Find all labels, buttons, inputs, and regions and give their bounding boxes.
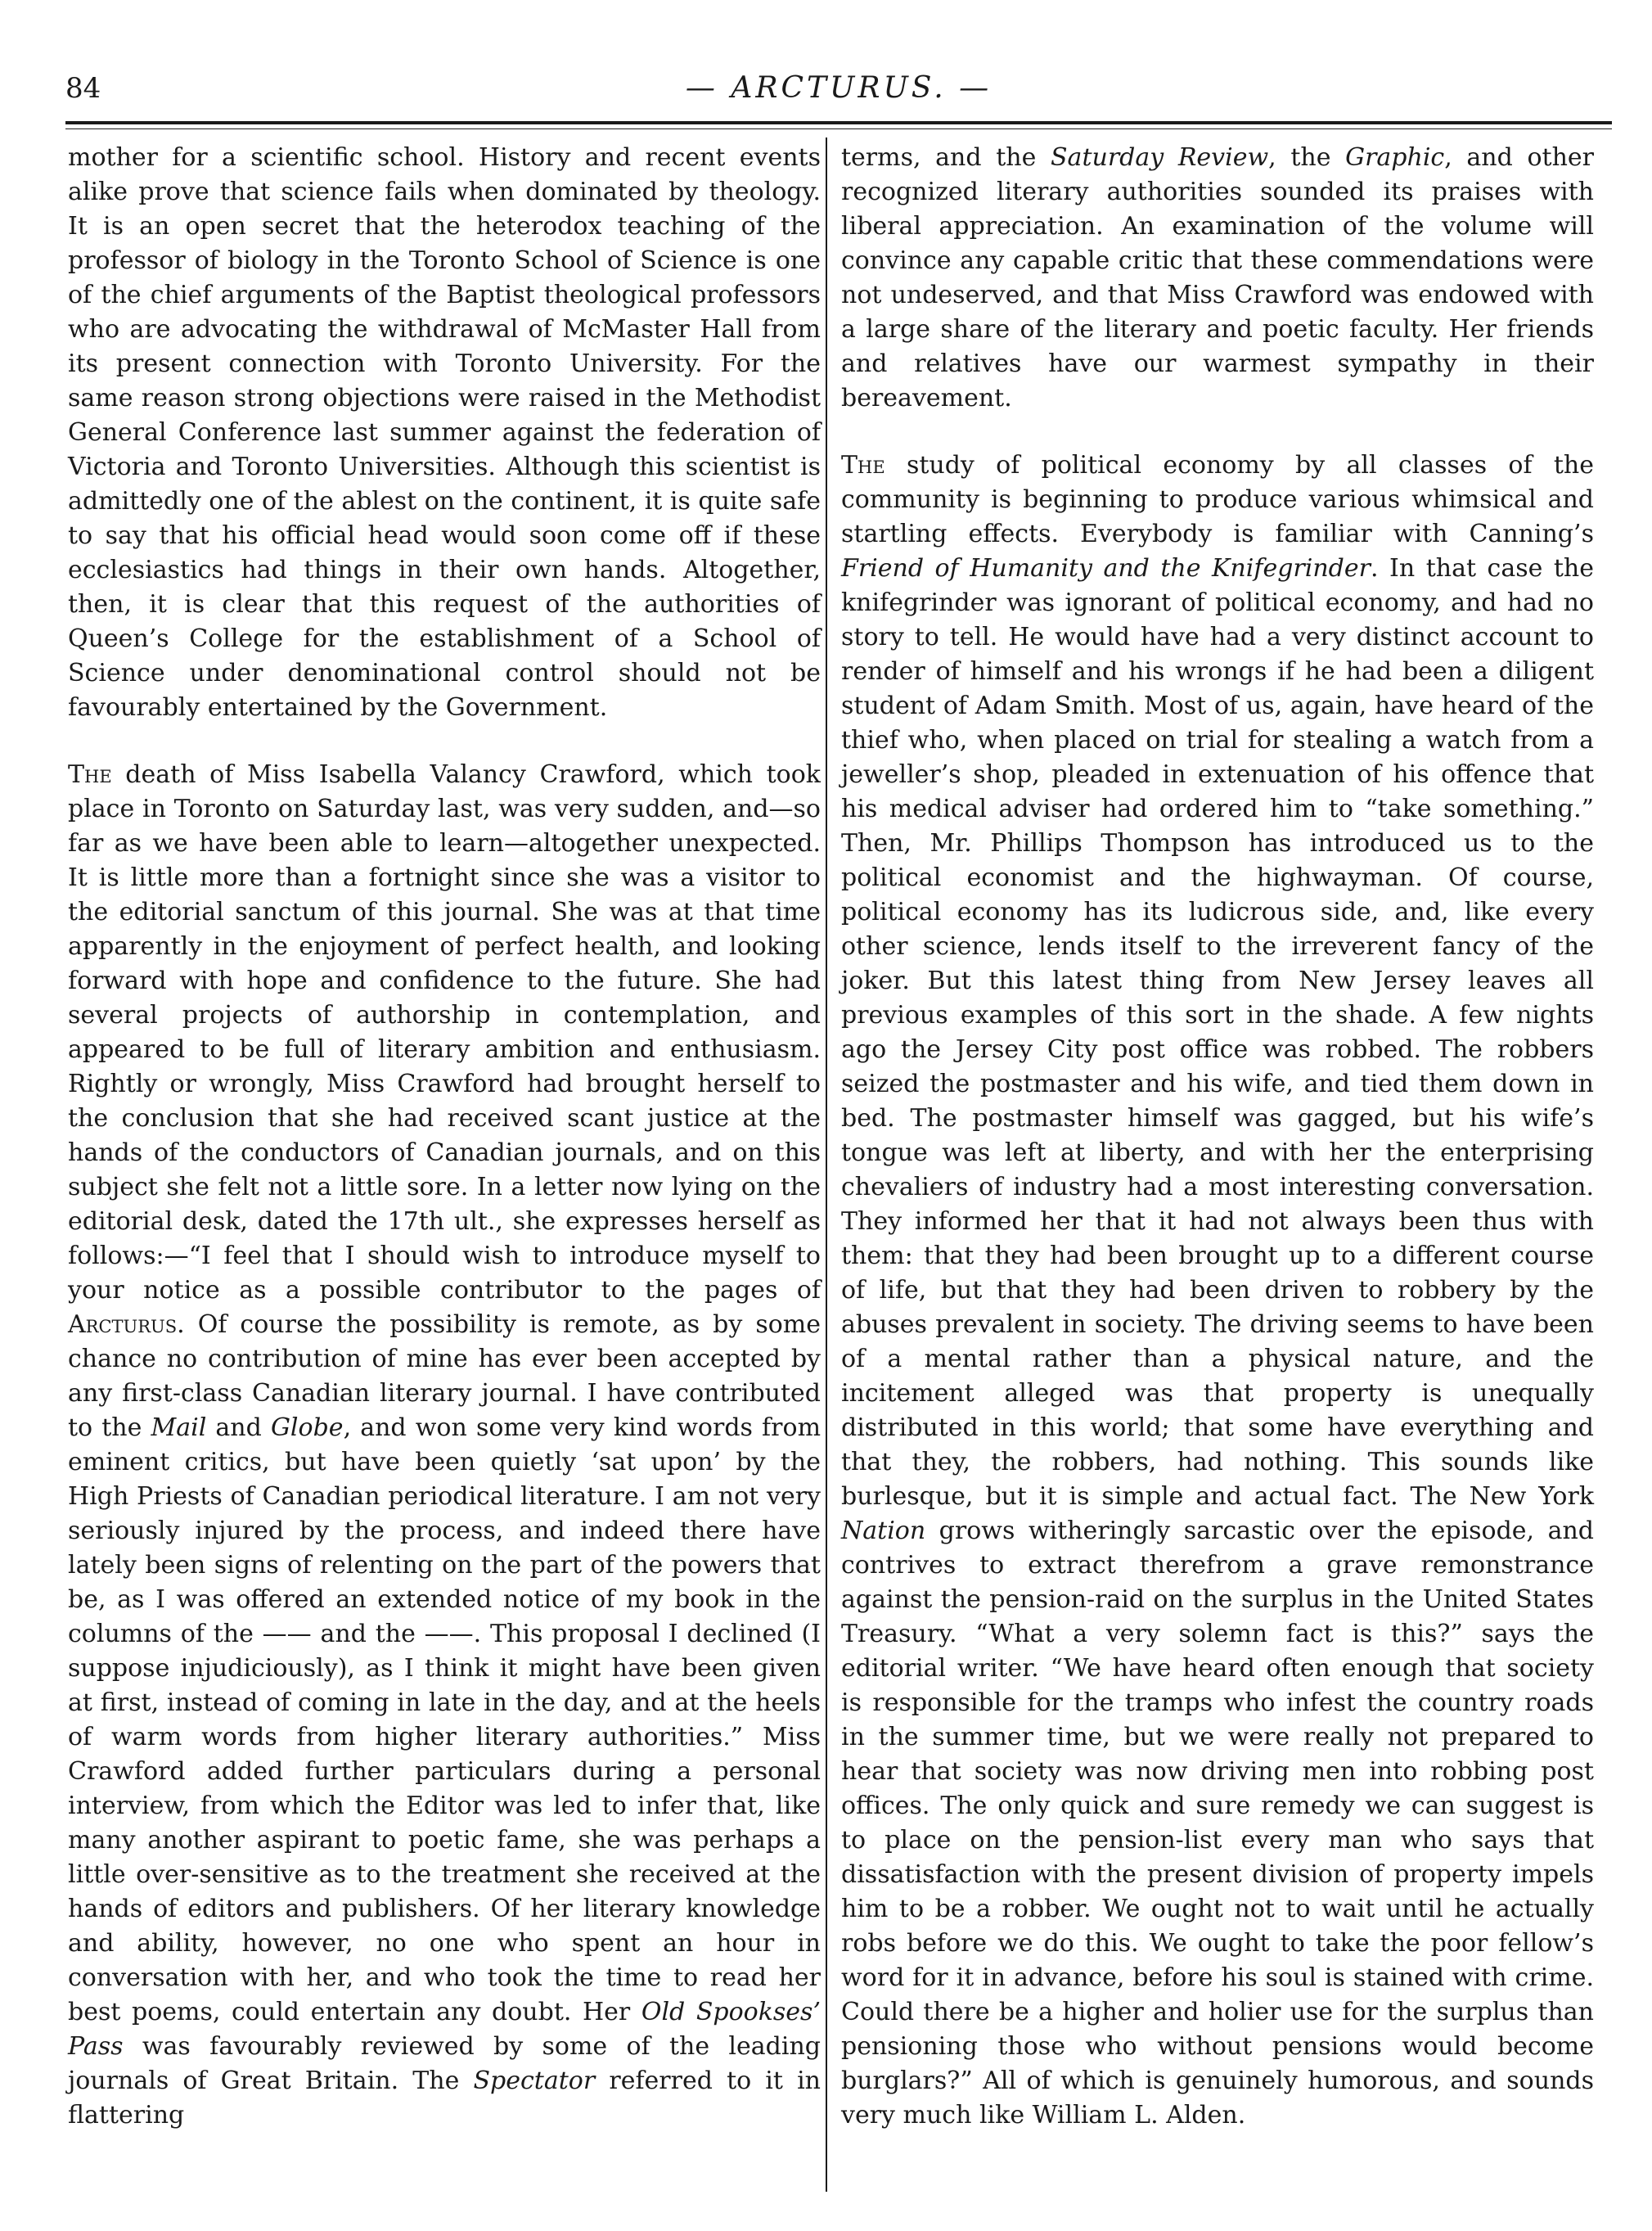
page-number: 84: [65, 72, 101, 105]
italic-title-spectator: Spectator: [473, 2066, 596, 2095]
running-title: — ARCTURUS. —: [685, 71, 993, 105]
right-paragraph-2: [841, 448, 1594, 2133]
text-run: study of political economy by all classes of the community is beginning to produce various whimsical and startling effects. Everybody is familiar with Canning’s: [841, 451, 1594, 548]
paragraph-lead-word: The: [841, 451, 885, 480]
text-run: , and other recognized literary authorities sounded its praises with liberal appreciation. An examination of the volume will convince any capable critic that these commendations were not undeserved, and that Miss Crawford was endowed with a large share of the literary and poetic faculty. Her friends and relatives have our warmest sympathy in their bereavement.: [841, 143, 1594, 412]
text-run: and: [206, 1413, 271, 1442]
text-run: grows witheringly sarcastic over the episode, and contrives to extract therefrom a grave remonstrance against the pension-raid on the surplus in the United States Treasury. “What a very solemn fact is this?” says the editorial writer. “We have heard often enough that society is responsible for the tramps who infest the country roads in the summer time, but we were really not prepared to hear that society was now driving men into robbing post offices. The only quick and sure remedy we can suggest is to place on the pension-list every man who says that dissatisfaction with the present division of property impels him to be a robber. We ought not to wait until he actually robs before we do this. We ought to take the poor fellow’s word for it in advance, before his soul is stained with crime. Could there be a higher and holier use for the surplus than pensioning those who without pensions would become burglars?” All of which is genuinely humorous, and sounds very much like William L. Alden.: [841, 1517, 1594, 2130]
text-run: . Of course the possibility is remote, as by some chance no contribution of mine has ever been accepted by any first-class Canadian literary journal. I have contributed to the: [68, 1310, 821, 1442]
journal-name-smallcaps: Arcturus: [68, 1310, 178, 1339]
header-rule-thin: [65, 128, 1612, 129]
italic-title-graphic: Graphic: [1345, 143, 1445, 172]
left-paragraph-2: [68, 758, 821, 2133]
text-run: , the: [1268, 143, 1346, 172]
italic-title-knifegrinder: Friend of Humanity and the Knifegrinder: [841, 554, 1371, 583]
paragraph-lead-word: The: [68, 760, 112, 789]
text-run: , and won some very kind words from eminent critics, but have been quietly ‘sat upon’ by the High Priests of Canadian periodical literature. I am not very seriously injured by the process, and indeed there have lately been signs of relenting on the part of the powers that be, as I was offered an extended notice of my book in the columns of the —— and the ——. This proposal I declined (I suppose injudiciously), as I think it might have been given at first, instead of coming in late in the day, and at the heels of warm words from higher literary authorities.” Miss Crawford added further particulars during a personal interview, from which the Editor was led to infer that, like many another aspirant to poetic fame, she was perhaps a little over-sensitive as to the treatment she received at the hands of editors and publishers. Of her literary knowledge and ability, however, no one who spent an hour in conversation with her, and who took the time to read her best poems, could entertain any doubt. Her: [68, 1413, 821, 2026]
text-run: death of Miss Isabella Valancy Crawford, which took place in Toronto on Saturday last, was very sudden, and—so far as we have been able to learn—altogether unexpected. It is little more than a fortnight since she was a visitor to the editorial sanctum of this journal. She was at that time apparently in the enjoyment of perfect health, and looking forward with hope and confidence to the future. She had several projects of authorship in contemplation, and appeared to be full of literary ambition and enthusiasm. Rightly or wrongly, Miss Crawford had brought herself to the conclusion that she had received scant justice at the hands of the conductors of Canadian journals, and on this subject she felt not a little sore. In a letter now lying on the editorial desk, dated the 17th ult., she expresses herself as follows:—“I feel that I should wish to introduce myself to your notice as a possible contributor to the pages of: [68, 760, 821, 1305]
right-column: [841, 141, 1594, 2133]
text-run: referred to it in flattering: [68, 2066, 821, 2130]
italic-title-globe: Globe: [270, 1413, 344, 1442]
text-run: was favourably reviewed by some of the leading journals of Great Britain. The: [68, 2032, 821, 2095]
text-run: . In that case the knifegrinder was ignorant of political economy, and had no story to tell. He would have had a very distinct account to render of himself and his wrongs if he had been a diligent student of Adam Smith. Most of us, again, have heard of the thief who, when placed on trial for stealing a watch from a jeweller’s shop, pleaded in extenuation of his offence that his medical adviser had ordered him to “take something.” Then, Mr. Phillips Thompson has introduced us to the political economist and the highwayman. Of course, political economy has its ludicrous side, and, like every other science, lends itself to the irreverent fancy of the joker. But this latest thing from New Jersey leaves all previous examples of this sort in the shade. A few nights ago the Jersey City post office was robbed. The robbers seized the postmaster and his wife, and tied them down in bed. The postmaster himself was gagged, but his wife’s tongue was left at liberty, and with her the enterprising chevaliers of industry had a most interesting conversation. They informed her that it had not always been thus with them: that they had been brought up to a different course of life, but that they had been driven to robbery by the abuses prevalent in society. The driving seems to have been of a mental rather than a physical nature, and the incitement alleged was that property is unequally distributed in this world; that some have everything and that they, the robbers, had nothing. This sounds like burlesque, but it is simple and actual fact. The New York: [841, 554, 1594, 1511]
column-divider: [826, 137, 827, 2192]
italic-title-nation: Nation: [841, 1517, 926, 1545]
italic-title-saturday-review: Saturday Review: [1051, 143, 1269, 172]
right-paragraph-1: [841, 141, 1594, 416]
italic-title-mail: Mail: [151, 1413, 207, 1442]
left-paragraph-1: mother for a scientific school. History and recent events alike prove that science fails when dominated by theology. It is an open secret that the heterodox teaching of the professor of biology in the Toronto School of Science is one of the chief arguments of the Baptist theological professors who are advocating the withdrawal of McMaster Hall from its present connection with Toronto University. For the same reason strong objections were raised in the Methodist General Conference last summer against the federation of Victoria and Toronto Universities. Although this scientist is admittedly one of the ablest on the continent, it is quite safe to say that his official head would soon come off if these ecclesiastics had things in their own hands. Altogether, then, it is clear that this request of the authorities of Queen’s College for the establishment of a School of Science under denominational control should not be favourably entertained by the Government.: [68, 143, 821, 722]
header-rule-thick: [65, 121, 1612, 124]
left-column: [68, 141, 821, 2133]
italic-title-book: Old Spookses’ Pass: [68, 1998, 821, 2061]
text-run: terms, and the: [841, 143, 1051, 172]
page-header: [65, 64, 1612, 113]
